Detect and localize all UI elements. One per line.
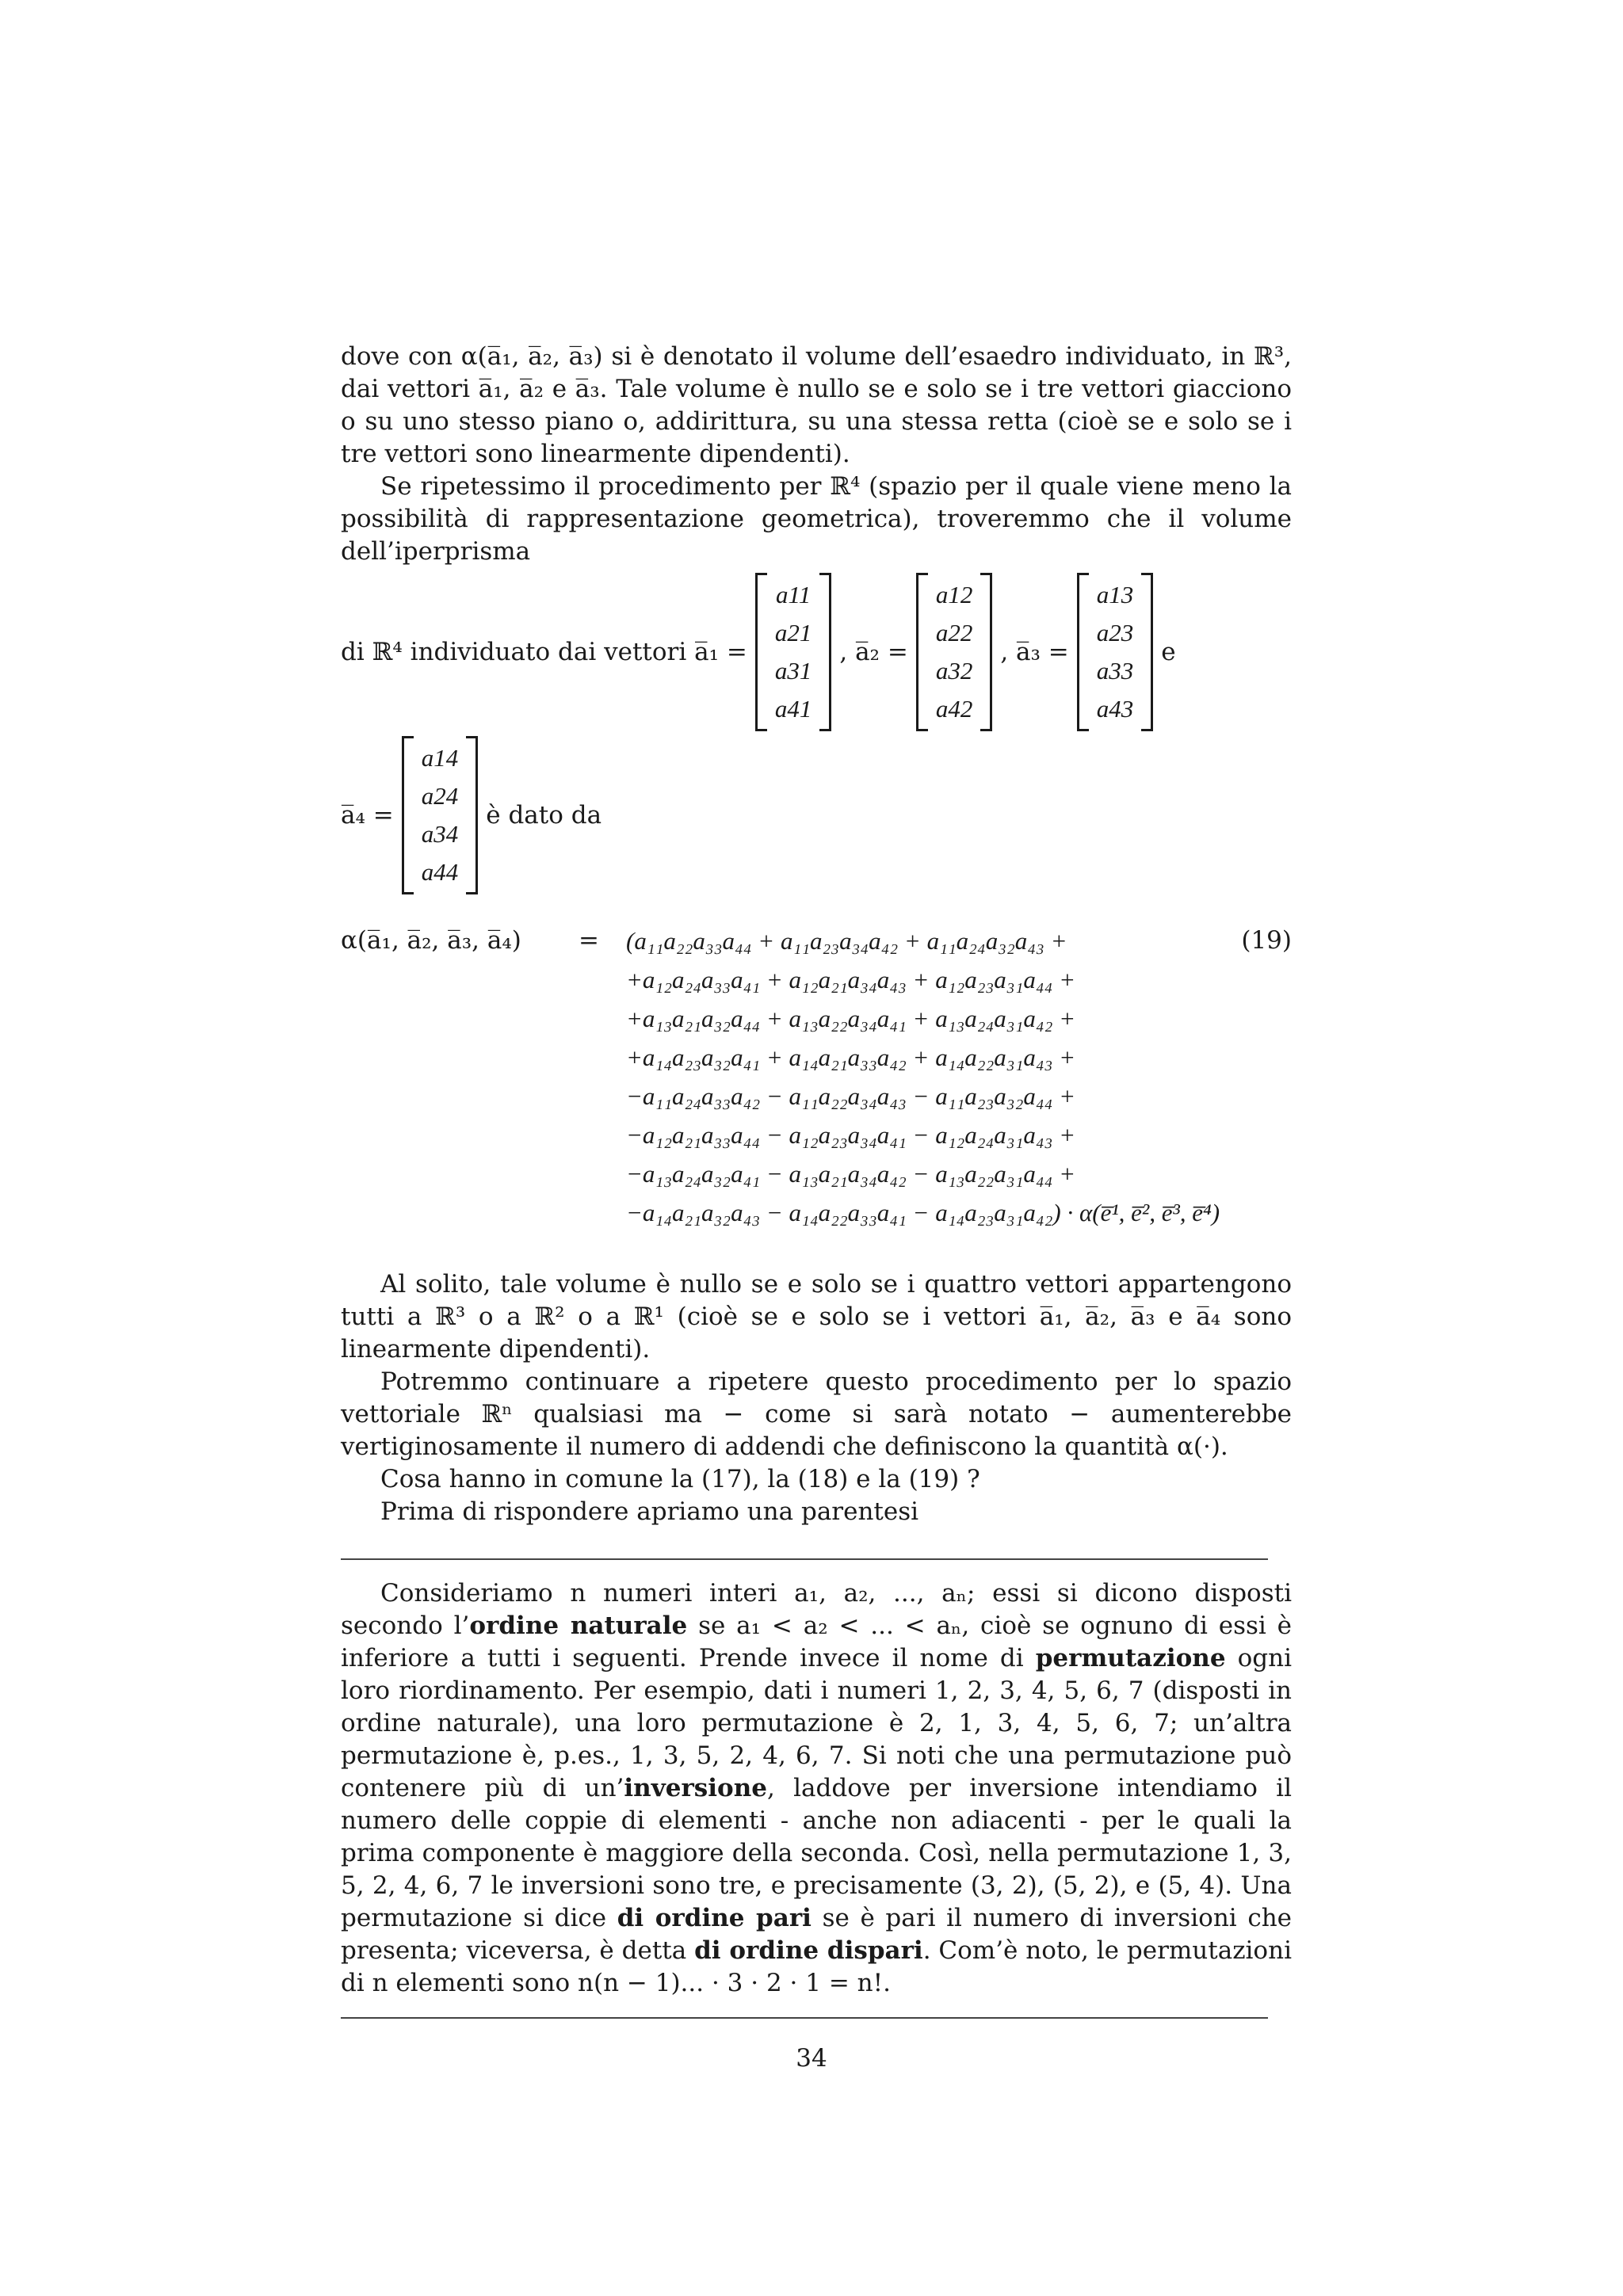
matrix-cell: a22 [935,619,973,646]
paragraph-5: Cosa hanno in comune la (17), la (18) e la (19) ? [380,1465,980,1493]
equation-line [341,921,1292,960]
note-bold-term: di ordine dispari [694,1936,923,1965]
note-text: Consideriamo n numeri interi a₁, a₂, ..., aₙ; essi si dicono disposti secondo l’ [341,1579,1292,1640]
paragraph-6: Prima di rispondere apriamo una parentesi [380,1497,919,1526]
note-text: se a₁ < a₂ < ... < aₙ, cioè se ognuno di essi è inferiore a tutti i seguenti. Prende invece il nome di [341,1611,1292,1672]
note-bold-term: inversione [624,1774,767,1802]
vectors-sep-2: , a̅₂ = [839,637,908,666]
equation-rhs-line: (a₁₁a₂₂a₃₃a₄₄ + a₁₁a₂₃a₃₄a₄₂ + a₁₁a₂₄a₃₂a₄₃ + [626,927,1067,955]
note-text: se è pari il numero di inversioni che presenta; viceversa, è detta [341,1904,1292,1965]
equation-line [341,1154,1292,1193]
note-text: . Com’è noto, le permutazioni di n elementi sono n(n − 1)... · 3 · 2 · 1 = n!. [341,1936,1292,1997]
note-text: ogni loro riordinamento. Per esempio, dati i numeri 1, 2, 3, 4, 5, 6, 7 (disposti in ordine naturale), una loro permutazione è 2, 1, 3, 4, 5, 6, 7; un’altra permutazione è, p.es., 1, 3, 5, 2, 4, 6, 7. Si noti che una permutazione può contenere più di un’ [341,1644,1292,1802]
note-bold-term: ordine naturale [469,1611,688,1640]
matrix-a3 [1077,573,1154,731]
matrix-cell: a12 [935,581,973,608]
vectors-sep-3: , a̅₃ = [1000,637,1069,666]
vector-a4-prefix: a̅₄ = [341,800,394,830]
vectors-suffix: e [1161,637,1176,666]
equation-line [341,1193,1292,1232]
matrix-cell: a41 [774,695,812,723]
matrix-cell: a31 [774,657,812,685]
equation-rhs-line: +a₁₃a₂₁a₃₂a₄₄ + a₁₃a₂₂a₃₄a₄₁ + a₁₃a₂₄a₃₁a₄₂ + [626,1005,1076,1032]
matrix-cell: a24 [421,782,459,810]
vector-a4-suffix: è dato da [486,800,602,830]
equation-rhs-line: −a₁₂a₂₁a₃₃a₄₄ − a₁₂a₂₃a₃₄a₄₁ − a₁₂a₂₄a₃₁a₄₃ + [626,1121,1076,1149]
matrix-cell: a21 [774,619,812,646]
matrix-cell: a34 [421,820,459,848]
matrix-a4 [402,736,479,894]
page-body [341,341,1292,2019]
equation-rhs-line: +a₁₂a₂₄a₃₃a₄₁ + a₁₂a₂₁a₃₄a₄₃ + a₁₂a₂₃a₃₁a₄₄ + [626,966,1076,994]
equation-line [341,1038,1292,1077]
equation-lhs: α(a̅₁, a̅₂, a̅₃, a̅₄) [341,926,521,955]
matrix-cell: a13 [1096,581,1134,608]
matrix-cell: a42 [935,695,973,723]
equation-line [341,999,1292,1038]
note-text: , laddove per inversione intendiamo il numero delle coppie di elementi - anche non adiacenti - per le quali la prima componente è maggiore della seconda. Così, nella permutazione 1, 3, 5, 2, 4, 6, 7 le inversioni sono tre, e precisamente (3, 2), (5, 2), e (5, 4). Una permutazione si dice [341,1774,1292,1932]
equation-line [341,1077,1292,1116]
matrix-cell: a33 [1096,657,1134,685]
matrix-cell: a11 [776,581,812,608]
vectors-row-2 [341,736,1292,894]
paragraph-3: Al solito, tale volume è nullo se e solo se i quattro vettori appartengono tutti a ℝ³ o a ℝ² o a ℝ¹ (cioè se e solo se i vettori a̅₁, a̅₂, a̅₃ e a̅₄ sono linearmente dipendenti). [341,1270,1292,1363]
paragraph-1: dove con α(a̅₁, a̅₂, a̅₃) si è denotato il volume dell’esaedro individuato, in ℝ³, dai vettori a̅₁, a̅₂ e a̅₃. Tale volume è nullo se e solo se i tre vettori giacciono o su uno stesso piano o, addirittura, su una stessa retta (cioè se e solo se i tre vettori sono linearmente dipendenti). [341,342,1292,468]
matrix-cell: a43 [1096,695,1134,723]
equation-sign: = [579,926,599,955]
matrix-a2 [916,573,993,731]
equation-line [341,1116,1292,1154]
equation-rhs-line: +a₁₄a₂₃a₃₂a₄₁ + a₁₄a₂₁a₃₃a₄₂ + a₁₄a₂₂a₃₁a₄₃ + [626,1043,1076,1071]
note-bold-term: di ordine pari [617,1904,812,1932]
note-top-rule [341,1558,1268,1560]
vectors-prefix: di ℝ⁴ individuato dai vettori a̅₁ = [341,637,747,666]
matrix-cell: a23 [1096,619,1134,646]
permutation-note [341,1577,1292,2000]
equation-line [341,960,1292,999]
equation-19 [341,921,1292,1232]
equation-rhs-line: −a₁₃a₂₄a₃₂a₄₁ − a₁₃a₂₁a₃₄a₄₂ − a₁₃a₂₂a₃₁a₄₄ + [626,1160,1076,1188]
note-bottom-rule [341,2017,1268,2019]
paragraph-4: Potremmo continuare a ripetere questo procedimento per lo spazio vettoriale ℝⁿ qualsiasi ma − come si sarà notato − aumenterebbe vertiginosamente il numero di addendi che definiscono la quantità α(·). [341,1367,1292,1461]
matrix-cell: a44 [421,858,459,886]
vectors-row-1 [341,573,1292,731]
matrix-a1 [755,573,832,731]
equation-number: (19) [1241,926,1292,955]
equation-rhs-line: −a₁₁a₂₄a₃₃a₄₂ − a₁₁a₂₂a₃₄a₄₃ − a₁₁a₂₃a₃₂a₄₄ + [626,1082,1076,1110]
paragraph-2: Se ripetessimo il procedimento per ℝ⁴ (spazio per il quale viene meno la possibilità di rappresentazione geometrica), troveremmo che il volume dell’iperprisma [341,472,1292,566]
note-bold-term: permutazione [1035,1644,1226,1672]
equation-rhs-line: −a₁₄a₂₁a₃₂a₄₃ − a₁₄a₂₂a₃₃a₄₁ − a₁₄a₂₃a₃₁a₄₂) · α(e̅¹, e̅², e̅³, e̅⁴) [626,1199,1220,1226]
matrix-cell: a14 [421,744,459,772]
matrix-cell: a32 [935,657,973,685]
page-number: 34 [796,2044,827,2073]
